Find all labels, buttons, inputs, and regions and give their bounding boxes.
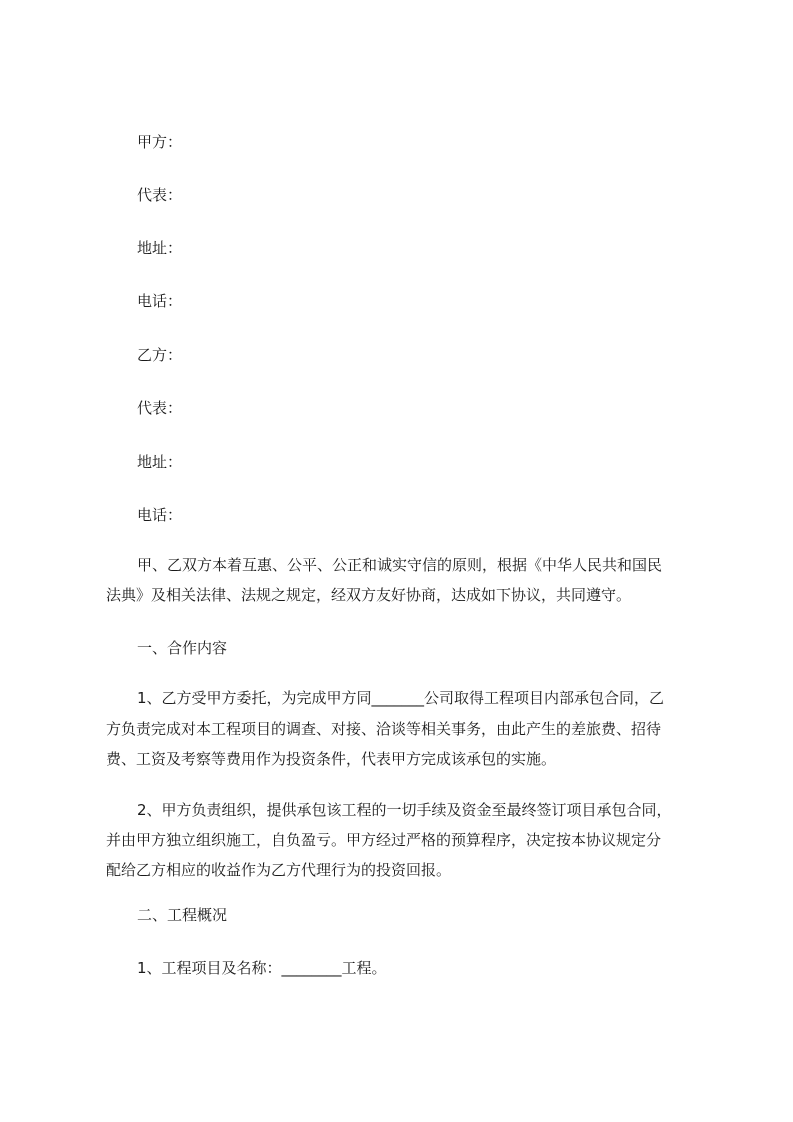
preamble-row-1: 甲、乙双方本着互惠、公平、公正和诚实守信的原则，根据《中华人民共和国民 [137, 556, 663, 574]
section-2-item-1: 1、工程项目及名称：________工程。 [137, 959, 387, 977]
party-b-address-label: 地址： [137, 453, 183, 471]
section-1-item-1-row-3: 费、工资及考察等费用作为投资条件，代表甲方完成该承包的实施。 [106, 750, 557, 768]
party-a-representative-label: 代表： [137, 186, 183, 204]
section-2-heading: 二、工程概况 [137, 906, 228, 924]
section-1-item-2-row-1: 2、甲方负责组织，提供承包该工程的一切手续及资金至最终签订项目承包合同， [137, 801, 672, 819]
section-1-item-2-row-2: 并由甲方独立组织施工，自负盈亏。甲方经过严格的预算程序，决定按本协议规定分 [106, 831, 662, 849]
section-1-item-1-row-1: 1、乙方受甲方委托，为完成甲方同_______公司取得工程项目内部承包合同，乙 [137, 689, 665, 707]
section-1-heading: 一、合作内容 [137, 639, 228, 657]
section-1-item-2-row-3: 配给乙方相应的收益作为乙方代理行为的投资回报。 [106, 861, 452, 879]
section-1-item-1-row-2: 方负责完成对本工程项目的调查、对接、洽谈等相关事务，由此产生的差旅费、招待 [106, 720, 662, 738]
party-b-representative-label: 代表： [137, 399, 183, 417]
party-a-label: 甲方： [137, 133, 183, 151]
party-b-label: 乙方： [137, 346, 183, 364]
party-b-phone-label: 电话： [137, 506, 183, 524]
preamble-row-2: 法典》及相关法律、法规之规定，经双方友好协商，达成如下协议，共同遵守。 [106, 586, 632, 604]
party-a-phone-label: 电话： [137, 292, 183, 310]
party-a-address-label: 地址： [137, 239, 183, 257]
